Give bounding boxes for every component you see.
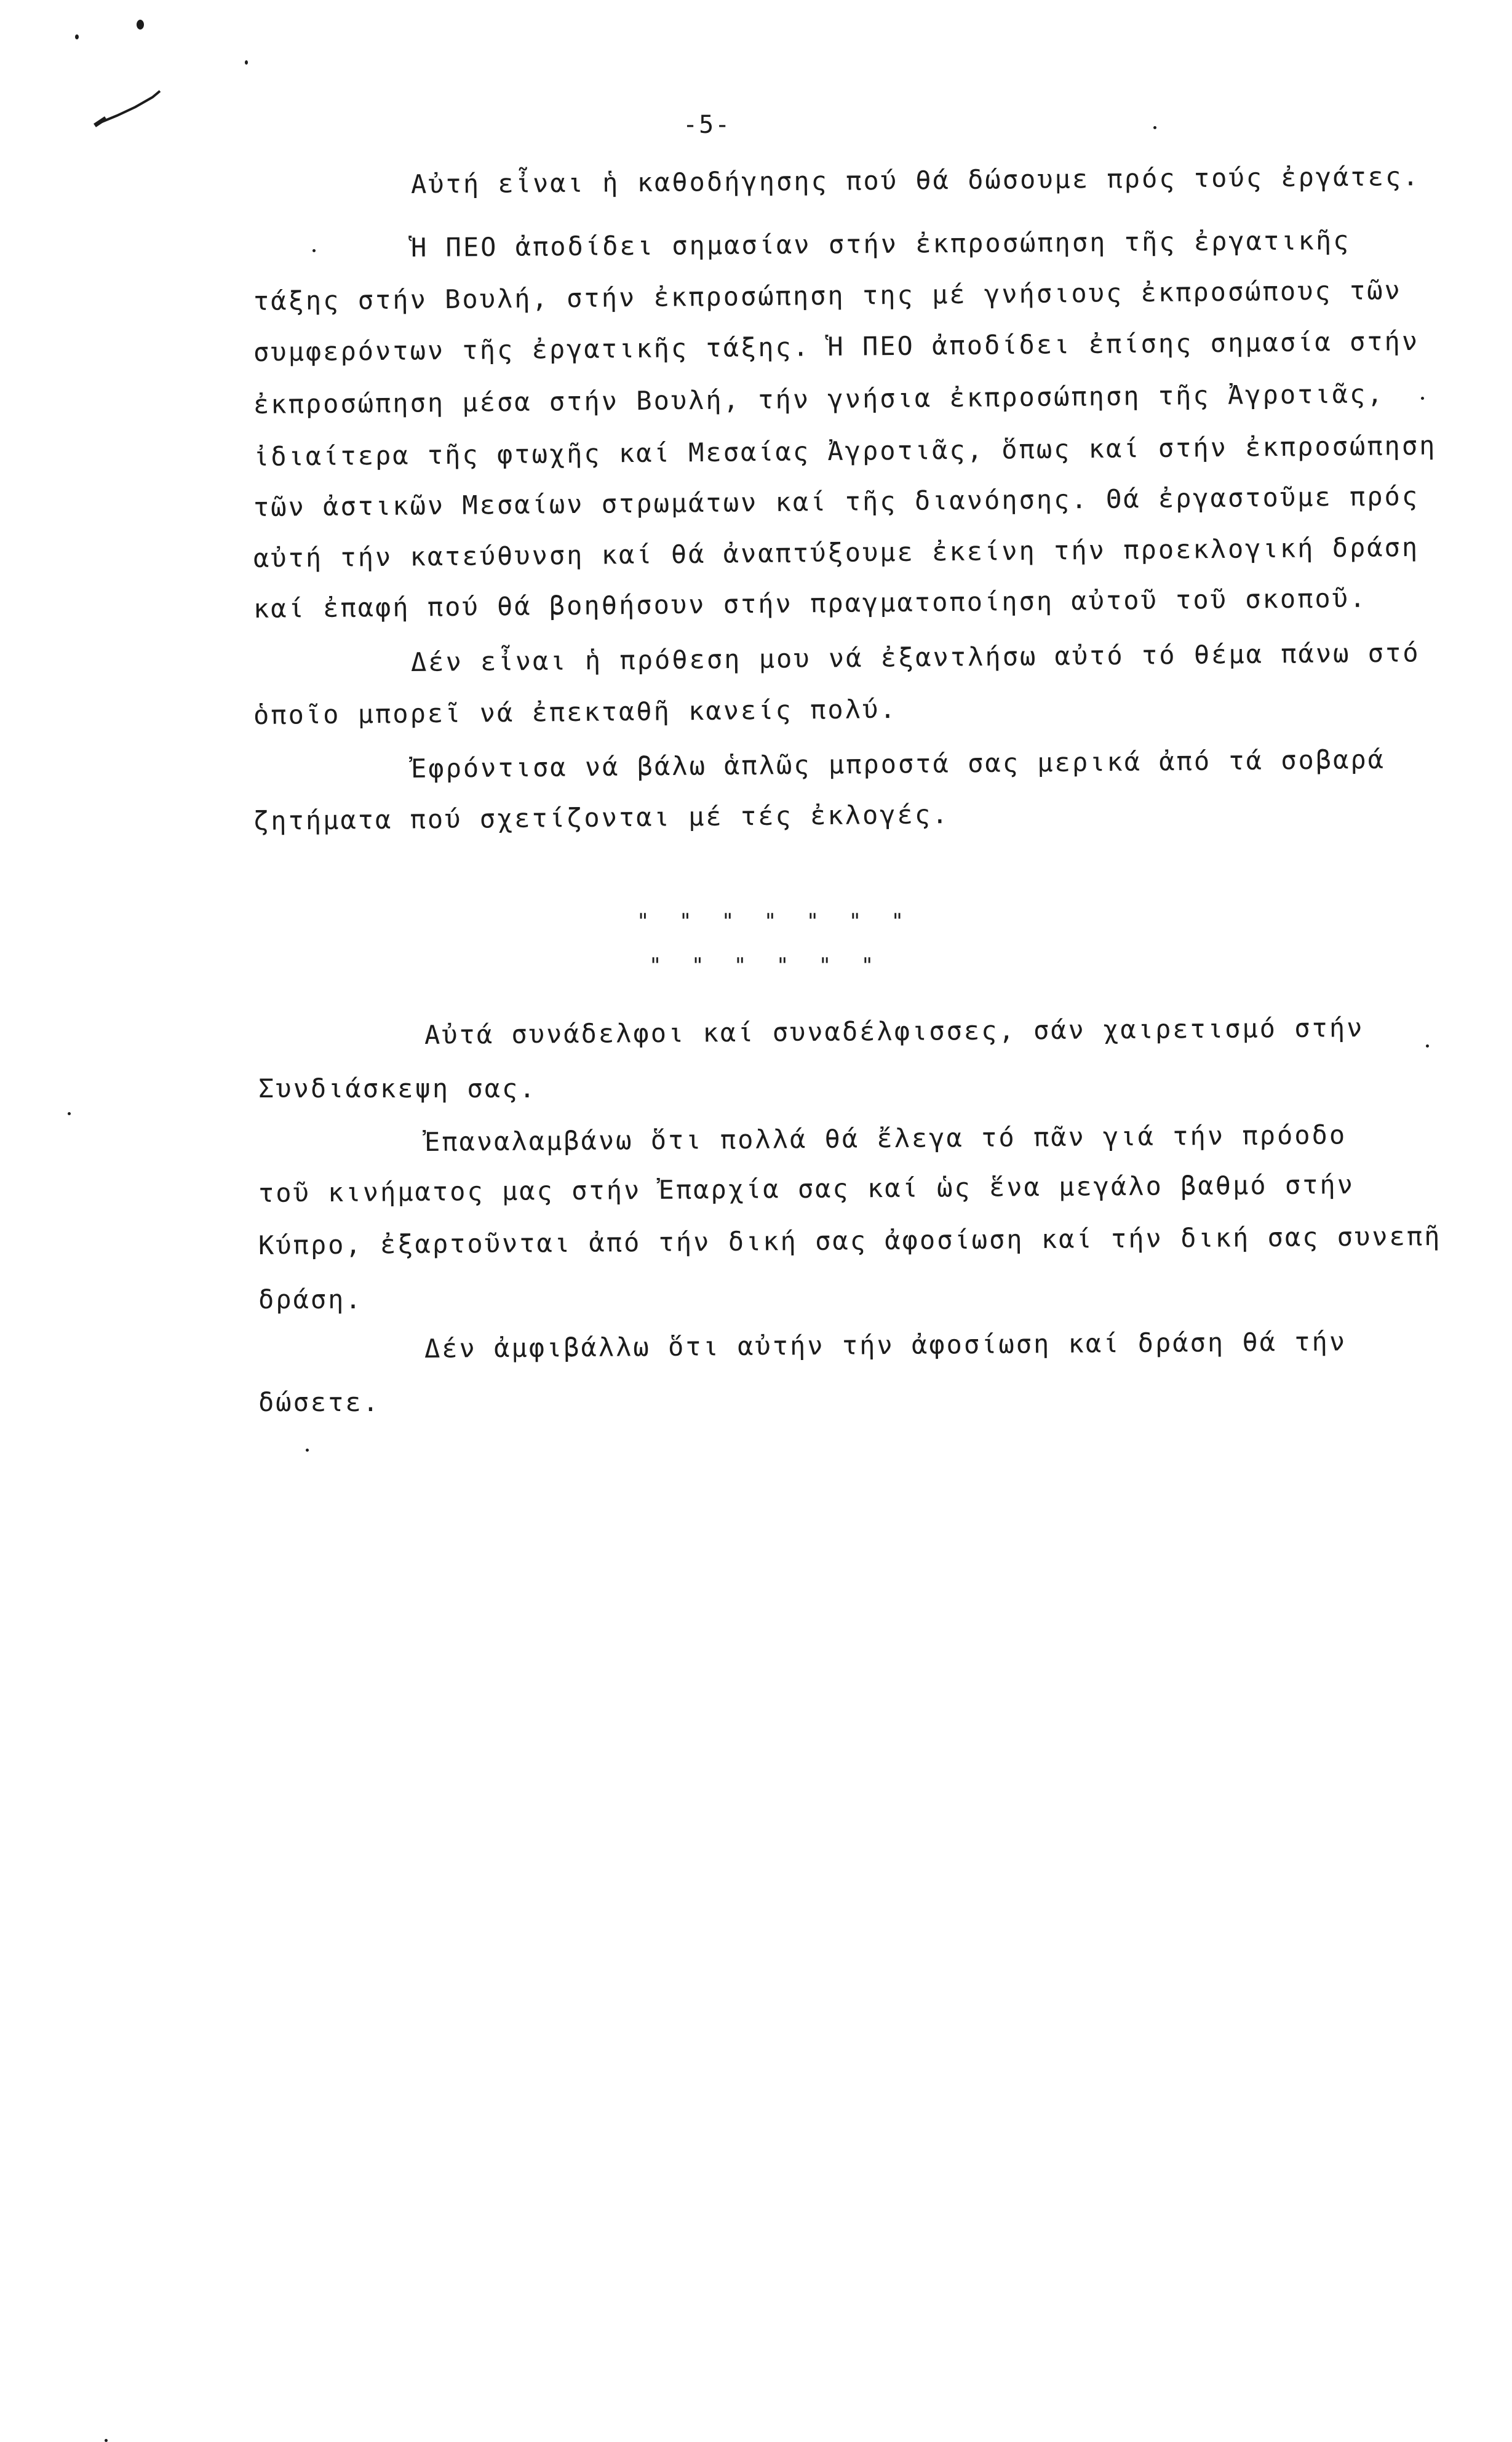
scan-speck [1426, 1044, 1429, 1048]
scan-speck [68, 1112, 71, 1115]
scan-speck [75, 34, 79, 39]
scan-speck [105, 2439, 108, 2442]
scan-speck [245, 60, 248, 65]
paragraph-7-line: Δέν ἀμφιβάλλω ὅτι αὐτήν τήν ἀφοσίωση καί δράση θά τήν [424, 1326, 1347, 1364]
paragraph-2-line: ἰδιαίτερα τῆς φτωχῆς καί Μεσαίας Ἀγροτιᾶς, ὅπως καί στήν ἐκπροσώπηση [253, 430, 1437, 472]
paragraph-6-line: Κύπρο, ἐξαρτοῦνται ἀπό τήν δική σας ἀφοσίωση καί τήν δική σας συνεπῆ [258, 1220, 1442, 1260]
scan-speck [306, 1449, 309, 1452]
scan-stroke-mark [92, 86, 166, 135]
page-number: -5- [683, 111, 731, 139]
paragraph-2-line: καί ἐπαφή πού θά βοηθήσουν στήν πραγματοποίηση αὐτοῦ τοῦ σκοποῦ. [253, 583, 1367, 624]
paragraph-2-line: αὐτή τήν κατεύθυνση καί θά ἀναπτύξουμε ἐκείνη τήν προεκλογική δράση [253, 531, 1420, 573]
separator-marks: " " " " " " [649, 953, 883, 978]
scan-speck [1421, 397, 1424, 400]
paragraph-3-line: ὁποῖο μπορεῖ νά ἐπεκταθῆ κανείς πολύ. [253, 693, 897, 730]
separator-marks: " " " " " " " [637, 909, 913, 934]
paragraph-6-line: Ἐπαναλαμβάνω ὅτι πολλά θά ἔλεγα τό πᾶν γιά τήν πρόοδο [424, 1120, 1347, 1157]
paragraph-4-line: ζητήματα πού σχετίζονται μέ τές ἐκλογές. [253, 799, 950, 836]
paragraph-6-line: δράση. [258, 1284, 363, 1314]
paragraph-2-line: Ἡ ΠΕΟ ἀποδίδει σημασίαν στήν ἐκπροσώπηση τῆς ἐργατικῆς [410, 225, 1351, 263]
paragraph-2-line: τάξης στήν Βουλή, στήν ἐκπροσώπηση της μέ γνήσιους ἐκπροσώπους τῶν [253, 275, 1403, 316]
paragraph-5-line: Αὐτά συνάδελφοι καί συναδέλφισσες, σάν χαιρετισμό στήν [424, 1012, 1364, 1050]
paragraph-5-line: Συνδιάσκεψη σας. [258, 1073, 537, 1104]
paragraph-7-line: δώσετε. [258, 1387, 381, 1417]
paragraph-3-line: Δέν εἶναι ἡ πρόθεση μου νά ἐξαντλήσω αὐτό τό θέμα πάνω στό [410, 637, 1420, 677]
paragraph-1-line: Αὐτή εἶναι ἡ καθοδήγησης πού θά δώσουμε πρός τούς ἐργάτες. [410, 161, 1420, 199]
paragraph-2-line: συμφερόντων τῆς ἐργατικῆς τάξης. Ἡ ΠΕΟ ἀποδίδει ἐπίσης σημασία στήν [253, 325, 1420, 367]
scan-speck [312, 249, 316, 252]
paragraph-2-line: τῶν ἀστικῶν Μεσαίων στρωμάτων καί τῆς διανόησης. Θά ἐργαστοῦμε πρός [253, 480, 1420, 522]
paragraph-6-line: τοῦ κινήματος μας στήν Ἐπαρχία σας καί ὡς ἕνα μεγάλο βαθμό στήν [258, 1169, 1355, 1208]
paragraph-4-line: Ἐφρόντισα νά βάλω ἁπλῶς μπροστά σας μερικά ἀπό τά σοβαρά [410, 744, 1386, 784]
scan-speck [1153, 126, 1156, 129]
paragraph-2-line: ἐκπροσώπηση μέσα στήν Βουλή, τήν γνήσια ἐκπροσώπηση τῆς Ἀγροτιᾶς, [253, 378, 1385, 420]
scan-speck [137, 20, 144, 30]
